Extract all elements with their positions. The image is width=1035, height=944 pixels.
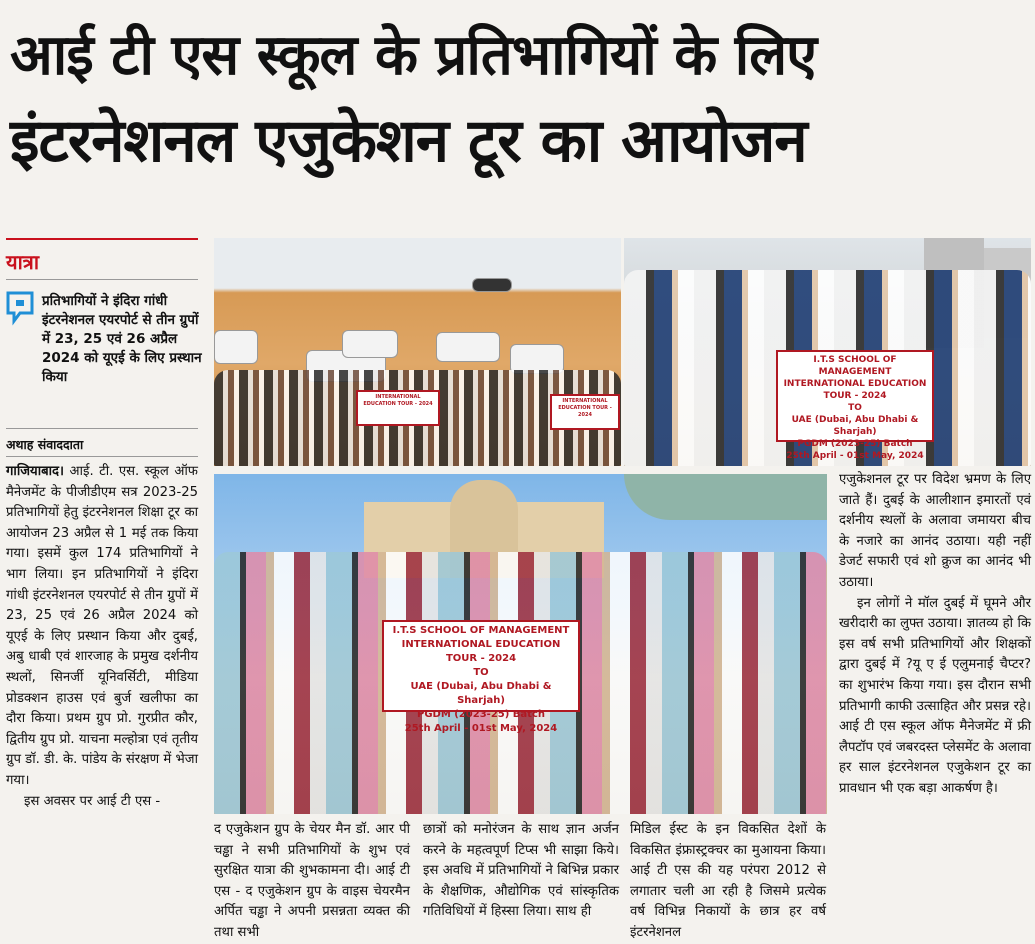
paragraph: आई. टी. एस. स्कूल ऑफ मैनेजमेंट के पीजीडीएम सत्र 2023-25 प्रतिभागियों हेतु इंटरनेशनल शिक्षा टूर का आयोजन 23 अप्रैल से 1 मई तक किया गया। इसमें कुल 174 प्रतिभागियों ने भाग लिया। इन प्रतिभागियों ने इंदिरा गांधी इंटरनेशनल एयरपोर्ट से तीन ग्रुपों में 23, 25 एवं 26 अप्रैल 2024 को यूएई के लिए प्रस्थान किया और दुबई, अबु धाबी एवं शारजाह के प्रमुख दर्शनीय स्थलों, सिनर्जी यूनिवर्सिटी, मीडिया प्रोडक्शन हाउस एवं बुर्ज खलीफा का दौरा किया। प्रथम ग्रुप प्रो. गुरप्रीत कौर, द्वितीय ग्रुप प्रो. याचना मल्होत्रा एवं तृतीय ग्रुप डॉ. डी. के. पांडेय के संरक्षण में भेजा गया। — [6, 464, 198, 788]
section-rule — [6, 238, 198, 240]
section-kicker: यात्रा — [6, 250, 39, 274]
headline-line-1: आई टी एस स्कूल के प्रतिभागियों के लिए — [10, 23, 817, 88]
divider — [6, 456, 198, 457]
banner-destination: UAE (Dubai, Abu Dhabi & Sharjah) — [791, 415, 919, 437]
monorail-track — [624, 474, 827, 520]
banner-batch: PGDM (2023-25) Batch — [797, 439, 913, 449]
article-column-3 — [423, 820, 619, 923]
banner — [356, 390, 440, 426]
banner-school: INTERNATIONAL EDUCATION TOUR - 2024 — [558, 398, 612, 418]
paragraph: द एजुकेशन ग्रुप के चेयर मैन डॉ. आर पी चड्ढा ने सभी प्रतिभागियों के शुभ एवं सुरक्षित यात्रा की शुभकामना दी। आई टी एस - द एजुकेशन ग्रुप के वाइस चेयरमैन अर्पित चड्ढा ने अपनी प्रसन्नता व्यक्त की तथा सभी — [214, 822, 410, 940]
article-column-1 — [6, 462, 198, 812]
banner-school: I.T.S SCHOOL OF MANAGEMENT — [813, 355, 897, 377]
paragraph: एजुकेशनल टूर पर विदेश भ्रमण के लिए जाते हैं। दुबई के आलीशान इमारतों एवं दर्शनीय स्थलों के अलावा जमायरा बीच के नजारे का आनंद उठाया। यही नहीं डेजर्ट सफारी एवं शो क्रुज का आनंद भी उठाया। — [839, 472, 1031, 590]
banner-school: I.T.S SCHOOL OF MANAGEMENT — [392, 625, 570, 636]
headline-line-2: इंटरनेशनल एजुकेशन टूर का आयोजन — [10, 106, 807, 176]
highlight-text: प्रतिभागियों ने इंदिरा गांधी इंटरनेशनल एयरपोर्ट से तीन ग्रुपों में 23, 25 एवं 26 अप्रैल 2024 को यूएई के लिए प्रस्थान किया — [42, 293, 202, 385]
paragraph: मिडिल ईस्ट के इन विकसित देशों के विकसित इंफ्रास्ट्रक्चर का मुआयना किया। आई टी एस की यह परंपरा 2012 से लगातार चली आ रही है जिसमे प्रत्येक वर्ष विभिन्न निकायों के छात्र हर वर्ष इंटरनेशनल — [630, 822, 826, 940]
divider — [6, 279, 198, 280]
banner — [776, 350, 934, 461]
byline: अथाह संवाददाता — [6, 437, 84, 452]
article-column-5 — [839, 470, 1031, 800]
suv — [436, 332, 500, 362]
headline — [10, 18, 1025, 188]
banner-school: INTERNATIONAL EDUCATION TOUR - 2024 — [363, 394, 433, 407]
photo-atlantis-dubai — [214, 474, 827, 814]
photo-industrial-visit — [624, 238, 1031, 466]
banner-to: TO — [848, 403, 862, 413]
banner — [382, 620, 580, 734]
banner-batch: PGDM (2023-25) Batch — [417, 709, 545, 720]
banner-destination: UAE (Dubai, Abu Dhabi & Sharjah) — [410, 681, 552, 706]
banner-tour: INTERNATIONAL EDUCATION TOUR - 2024 — [401, 639, 561, 664]
suv — [214, 330, 258, 364]
paragraph: इस अवसर पर आई टी एस - — [24, 793, 161, 809]
dateline: गाजियाबाद। — [6, 464, 65, 479]
quote-icon — [6, 291, 34, 323]
suv — [342, 330, 398, 358]
paragraph: छात्रों को मनोरंजन के साथ ज्ञान अर्जन करने के महत्वपूर्ण टिप्स भी साझा किये। इस अवधि में प्रतिभागियों ने बिभिन्न प्रकार के शैक्षणिक, औद्योगिक एवं सांस्कृतिक गतिविधियों में हिस्सा लिया। साथ ही — [423, 822, 619, 920]
suv — [472, 278, 512, 292]
paragraph: इन लोगों ने मॉल दुबई में घूमने और खरीदारी का लुफ्त उठाया। ज्ञातव्य हो कि इस वर्ष सभी प्रतिभागियों और शिक्षकों द्वारा दुबई में ?यू ए ई एलुमनाई चैप्टर? का शुभारंभ किया गया। इस दौरान सभी प्रतिभागी काफी उत्साहित और प्रसन्न रहे। आई टी एस स्कूल ऑफ मैनेजमेंट में फ्री लैपटॉप एवं जबरदस्त प्लेसमेंट के अलावा हर साल इंटरनेशनल एजुकेशन टूर का प्रावधान भी एक बड़ा आकर्षण है। — [839, 595, 1031, 796]
article-column-4 — [630, 820, 826, 944]
banner-to: TO — [473, 667, 489, 678]
article-column-2 — [214, 820, 410, 944]
photo-desert-safari — [214, 238, 621, 466]
banner-tour: INTERNATIONAL EDUCATION TOUR - 2024 — [783, 379, 927, 401]
banner — [550, 394, 620, 430]
divider — [6, 428, 198, 429]
banner-dates: 25th April - 01st May, 2024 — [404, 723, 558, 734]
banner-dates: 25th April - 01st May, 2024 — [786, 451, 924, 461]
